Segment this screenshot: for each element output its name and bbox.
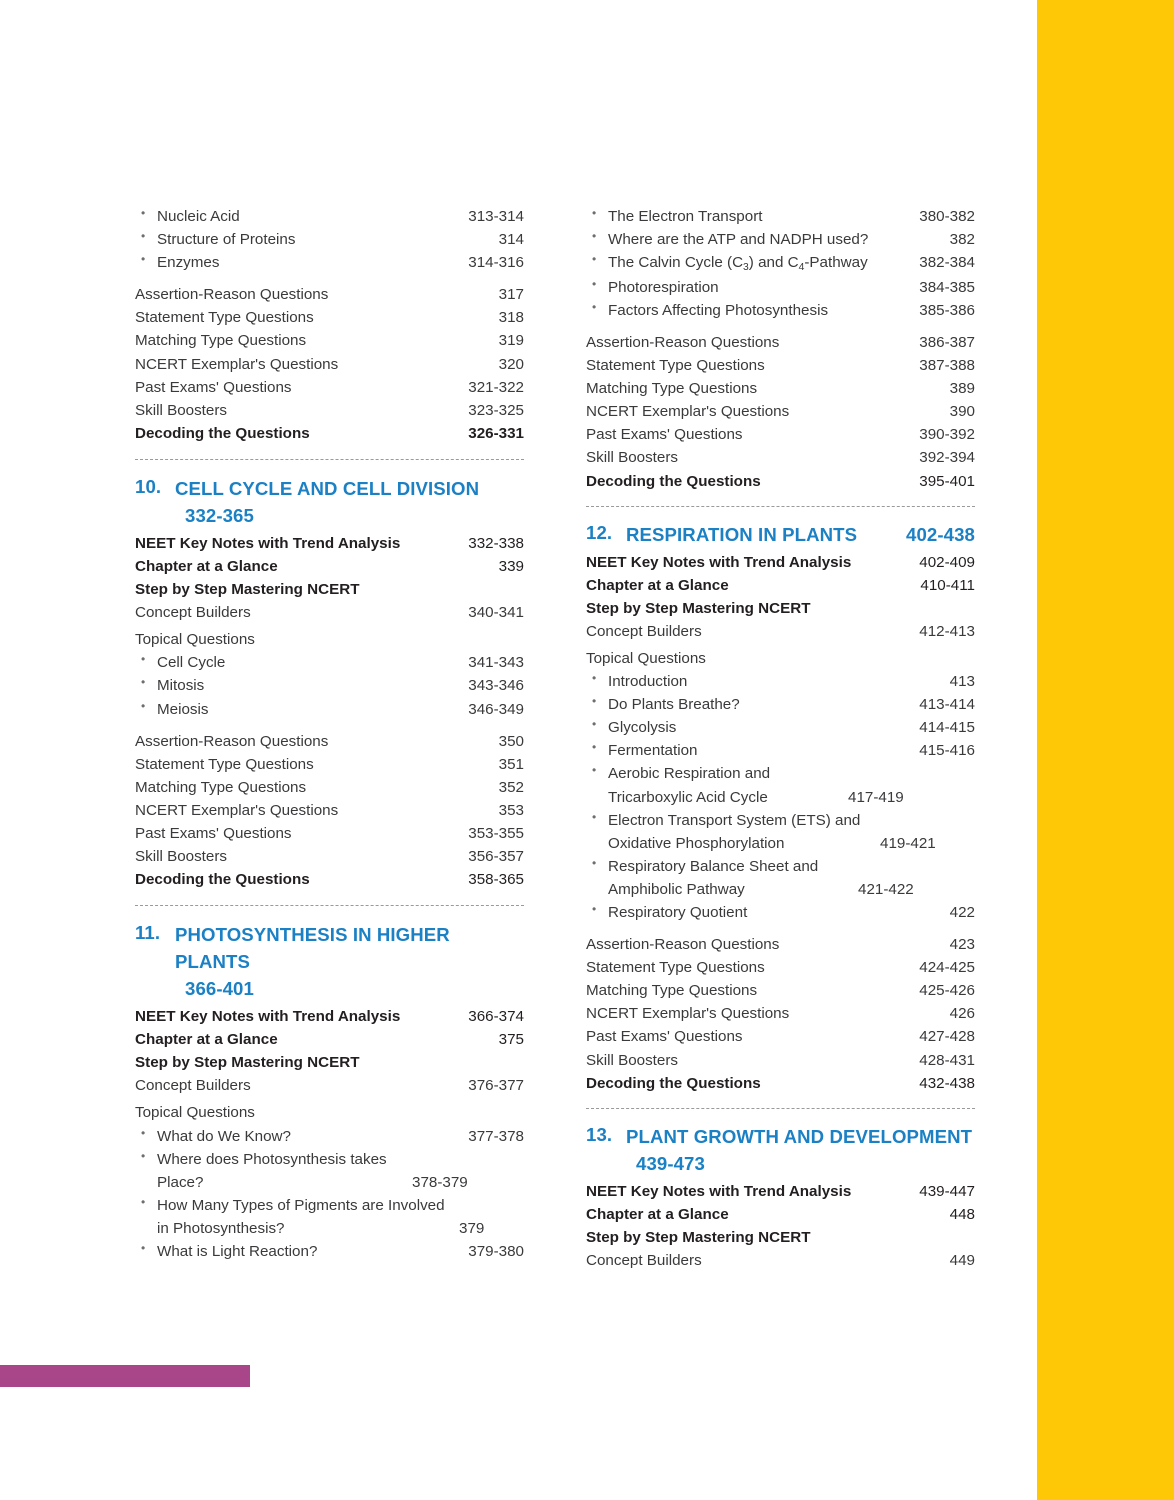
list-item (135, 251, 524, 274)
list-item (586, 205, 975, 228)
list-item (586, 739, 975, 762)
page-number: 402-409 (919, 553, 975, 571)
section-label: Decoding the Questions (586, 1074, 761, 1092)
chapter-heading-12[interactable] (586, 522, 975, 549)
list-item (135, 578, 524, 601)
page-number: 379-380 (468, 1243, 524, 1261)
list-item (135, 205, 524, 228)
list-item (586, 933, 975, 956)
page-number: 413-414 (919, 696, 975, 714)
section-label: Statement Type Questions (135, 755, 314, 773)
page-number: 387-388 (919, 357, 975, 375)
chapter-title: CELL CYCLE AND CELL DIVISION (175, 477, 480, 499)
page-number: 314 (498, 231, 524, 249)
section-label: Decoding the Questions (586, 472, 761, 490)
continued-sections-list (135, 283, 524, 445)
list-item (586, 331, 975, 354)
section-label: Step by Step Mastering NCERT (586, 1228, 811, 1246)
page-number: 390-392 (919, 426, 975, 444)
list-item (135, 376, 524, 399)
page-number: 380-382 (919, 208, 975, 225)
page-number: 427-428 (919, 1028, 975, 1046)
list-item (135, 1240, 524, 1263)
page-number: 351 (498, 755, 524, 773)
topic-label: • Structure of Proteins (135, 228, 499, 251)
section-label: Skill Boosters (586, 1051, 679, 1069)
list-item (135, 228, 524, 251)
list-item (135, 776, 524, 799)
page-number: 326-331 (468, 424, 524, 442)
section-label: NEET Key Notes with Trend Analysis (135, 1008, 401, 1026)
section-label: NEET Key Notes with Trend Analysis (586, 1182, 852, 1200)
page-number: 449 (949, 1251, 975, 1269)
page-number: 318 (498, 309, 524, 327)
page-number: 353 (498, 801, 524, 819)
list-item (586, 1002, 975, 1025)
page-number: 358-365 (468, 871, 524, 889)
page-number: 378-379 (412, 1173, 468, 1191)
chapter-heading-11[interactable] (135, 922, 524, 1003)
page-number: 352 (498, 778, 524, 796)
list-item (586, 1025, 975, 1048)
section-label: Assertion-Reason Questions (586, 333, 780, 351)
section-divider (135, 459, 524, 460)
section-label: Past Exams' Questions (586, 1028, 743, 1046)
list-item (135, 1074, 524, 1097)
page-number: 439-447 (919, 1182, 975, 1200)
list-item (586, 423, 975, 446)
topic-label: • Enzymes (135, 251, 468, 274)
list-item (135, 753, 524, 776)
list-item (586, 762, 975, 808)
list-item (135, 1125, 524, 1148)
chapter-number: 12. (586, 521, 613, 543)
page-number: 414-415 (919, 719, 975, 737)
list-item (586, 1049, 975, 1072)
list-item (135, 674, 524, 697)
list-item (586, 1072, 975, 1095)
page-number: 341-343 (468, 654, 524, 672)
section-label: Statement Type Questions (586, 959, 765, 977)
topic-label: • Nucleic Acid (135, 205, 468, 228)
topical-questions-heading (586, 647, 975, 670)
page-number: 413 (949, 673, 975, 691)
list-item (135, 845, 524, 868)
list-item (135, 868, 524, 891)
section-label: Skill Boosters (135, 401, 228, 419)
list-item (586, 1249, 975, 1272)
page-number: 377-378 (468, 1127, 524, 1145)
page-number: 321-322 (468, 378, 524, 396)
list-item (135, 283, 524, 306)
section-label: Concept Builders (586, 1251, 702, 1269)
continued-sections-list (586, 331, 975, 493)
yellow-side-band (1037, 0, 1174, 1500)
topic-label: • Meiosis (135, 698, 468, 721)
list-item (586, 377, 975, 400)
page-number: 432-438 (919, 1074, 975, 1092)
list-item (586, 716, 975, 739)
list-item (586, 354, 975, 377)
topic-label: • Photorespiration (586, 276, 919, 299)
page-number: 392-394 (919, 449, 975, 467)
section-divider (586, 506, 975, 507)
section-label: NCERT Exemplar's Questions (586, 403, 790, 421)
page-number: 422 (949, 904, 975, 921)
list-item (586, 693, 975, 716)
section-label: Step by Step Mastering NCERT (135, 1054, 360, 1072)
topic-label: • Mitosis (135, 674, 468, 697)
section-divider (135, 905, 524, 906)
list-item (135, 329, 524, 352)
page-number: 314-316 (468, 254, 524, 272)
list-item (135, 1028, 524, 1051)
purple-footer-bar (0, 1365, 250, 1387)
section-label: Chapter at a Glance (586, 576, 729, 594)
page-number: 386-387 (919, 333, 975, 351)
page-number: 410-411 (920, 576, 975, 594)
topic-label: • Where are the ATP and NADPH used? (586, 228, 950, 251)
topic-label: • Electron Transport System (ETS) and Oxidative Phosphorylation (586, 809, 880, 855)
page-number: 423 (949, 936, 975, 954)
list-item (135, 799, 524, 822)
topic-label: • Fermentation (586, 739, 919, 762)
section-label: Past Exams' Questions (135, 824, 292, 842)
topic-label: • Cell Cycle (135, 651, 468, 674)
list-item (586, 670, 975, 693)
section-label: Past Exams' Questions (135, 378, 292, 396)
list-item (135, 698, 524, 721)
list-item (586, 855, 975, 901)
section-label: NEET Key Notes with Trend Analysis (586, 553, 852, 571)
page-number: 389 (949, 380, 975, 398)
topical-questions-heading (135, 628, 524, 651)
list-item (135, 651, 524, 674)
list-item (586, 1203, 975, 1226)
section-label: Matching Type Questions (586, 982, 758, 1000)
topic-label: • What is Light Reaction? (135, 1240, 468, 1263)
topic-label: • The Electron Transport (586, 205, 919, 228)
topic-label: • Do Plants Breathe? (586, 693, 919, 716)
page-number: 323-325 (468, 401, 524, 419)
toc-content (135, 205, 975, 1272)
page-number: 426 (949, 1005, 975, 1023)
list-item (586, 228, 975, 251)
section-label: Past Exams' Questions (586, 426, 743, 444)
page-number: 350 (498, 732, 524, 750)
page-number: 417-419 (848, 788, 904, 806)
list-item (135, 822, 524, 845)
list-item (586, 299, 975, 322)
section-label: Topical Questions (586, 649, 706, 667)
list-item (135, 532, 524, 555)
list-item (586, 446, 975, 469)
toc-right-column (586, 205, 975, 1272)
section-label: Concept Builders (135, 1077, 251, 1095)
list-item (135, 730, 524, 753)
list-item (135, 399, 524, 422)
section-label: Matching Type Questions (586, 380, 758, 398)
chapter-number: 10. (135, 475, 162, 497)
chapter-title: PLANT GROWTH AND DEVELOPMENT (626, 1125, 973, 1147)
section-label: Chapter at a Glance (586, 1205, 729, 1223)
page-number: 415-416 (919, 742, 975, 760)
chapter-page-range: 402-438 (906, 523, 975, 545)
chapter-page-range: 439-473 (636, 1152, 705, 1174)
topic-label: • Aerobic Respiration and Tricarboxylic Acid Cycle (586, 762, 848, 808)
list-item (135, 1148, 524, 1194)
page-number: 390 (949, 403, 975, 421)
chapter-heading-10[interactable] (135, 476, 524, 530)
section-label: NCERT Exemplar's Questions (135, 801, 339, 819)
list-item (586, 574, 975, 597)
page-number: 317 (498, 286, 524, 304)
page-number: 346-349 (468, 700, 524, 718)
page-number: 428-431 (919, 1051, 975, 1069)
section-label: Skill Boosters (135, 848, 228, 866)
list-item (135, 306, 524, 329)
section-label: Assertion-Reason Questions (135, 732, 329, 750)
section-label: Topical Questions (135, 1104, 255, 1122)
section-label: Statement Type Questions (135, 309, 314, 327)
page-number: 424-425 (919, 959, 975, 977)
page-number: 421-422 (858, 880, 914, 898)
list-item (586, 1226, 975, 1249)
list-item (135, 1194, 524, 1240)
page-number: 425-426 (919, 982, 975, 1000)
section-label: Topical Questions (135, 631, 255, 649)
chapter-page-range: 366-401 (185, 978, 254, 1000)
list-item (586, 620, 975, 643)
page-number: 332-338 (468, 534, 524, 552)
list-item (135, 601, 524, 624)
chapter-number: 11. (135, 922, 161, 944)
page-number: 395-401 (919, 472, 975, 490)
list-item (135, 422, 524, 445)
section-label: Matching Type Questions (135, 778, 307, 796)
chapter-page-range: 332-365 (185, 504, 254, 526)
page-number: 448 (949, 1205, 975, 1223)
continued-topics-list (586, 205, 975, 322)
list-item (586, 809, 975, 855)
topic-label: • What do We Know? (135, 1125, 468, 1148)
section-label: Concept Builders (586, 622, 702, 640)
topical-questions-heading (135, 1101, 524, 1124)
list-item (586, 400, 975, 423)
section-label: Concept Builders (135, 604, 251, 622)
section-label: Step by Step Mastering NCERT (135, 581, 360, 599)
chapter-title: PHOTOSYNTHESIS IN HIGHER PLANTS (175, 924, 450, 973)
page-number: 382-384 (919, 254, 975, 272)
page-number: 319 (498, 332, 524, 350)
topic-label: • Introduction (586, 670, 950, 693)
page-number: 339 (498, 557, 524, 575)
list-item (135, 555, 524, 578)
page-number: 376-377 (468, 1077, 524, 1095)
list-item (586, 251, 975, 276)
page-number: 353-355 (468, 824, 524, 842)
topic-label: • Respiratory Quotient (586, 901, 950, 924)
section-label: Skill Boosters (586, 449, 679, 467)
list-item (586, 551, 975, 574)
section-divider (586, 1108, 975, 1109)
continued-topics-list (135, 205, 524, 274)
section-label: Decoding the Questions (135, 871, 310, 889)
list-item (586, 1180, 975, 1203)
topic-label: • How Many Types of Pigments are Involved in Photosynthesis? (135, 1194, 459, 1240)
toc-left-column (135, 205, 524, 1272)
list-item (586, 979, 975, 1002)
page-number: 379 (459, 1219, 485, 1237)
page-number: 320 (498, 355, 524, 373)
list-item (586, 901, 975, 924)
topic-label: • Where does Photosynthesis takes Place? (135, 1148, 412, 1194)
section-label: NCERT Exemplar's Questions (135, 355, 339, 373)
page-number: 356-357 (468, 848, 524, 866)
topic-label: • Glycolysis (586, 716, 919, 739)
section-label: NCERT Exemplar's Questions (586, 1005, 790, 1023)
page-number: 343-346 (468, 677, 524, 695)
list-item (135, 1051, 524, 1074)
page-number: 382 (949, 231, 975, 249)
section-label: Matching Type Questions (135, 332, 307, 350)
page-number: 385-386 (919, 301, 975, 319)
page-number: 313-314 (468, 208, 524, 225)
page-number: 340-341 (468, 604, 524, 622)
section-label: Assertion-Reason Questions (135, 286, 329, 304)
chapter-number: 13. (586, 1123, 613, 1145)
section-label: Statement Type Questions (586, 357, 765, 375)
chapter-title: RESPIRATION IN PLANTS (626, 523, 858, 545)
page-number: 375 (498, 1031, 524, 1049)
list-item (586, 470, 975, 493)
topic-label: • Factors Affecting Photosynthesis (586, 299, 919, 322)
page-number: 384-385 (919, 278, 975, 296)
list-item (586, 956, 975, 979)
section-label: Assertion-Reason Questions (586, 936, 780, 954)
chapter-heading-13[interactable] (586, 1124, 975, 1178)
page-number: 366-374 (468, 1008, 524, 1026)
section-label: Chapter at a Glance (135, 1031, 278, 1049)
list-item (586, 597, 975, 620)
section-label: Chapter at a Glance (135, 557, 278, 575)
section-label: NEET Key Notes with Trend Analysis (135, 534, 401, 552)
page-number: 412-413 (919, 622, 975, 640)
list-item (586, 276, 975, 299)
list-item (135, 353, 524, 376)
topic-label: • Respiratory Balance Sheet and Amphibolic Pathway (586, 855, 858, 901)
topic-label-calvin-cycle: • The Calvin Cycle $(C_3)$ and $C_4$-Pathway (586, 251, 919, 276)
section-label: Step by Step Mastering NCERT (586, 599, 811, 617)
section-label: Decoding the Questions (135, 424, 310, 442)
list-item (135, 1005, 524, 1028)
page-number: 419-421 (880, 834, 936, 852)
